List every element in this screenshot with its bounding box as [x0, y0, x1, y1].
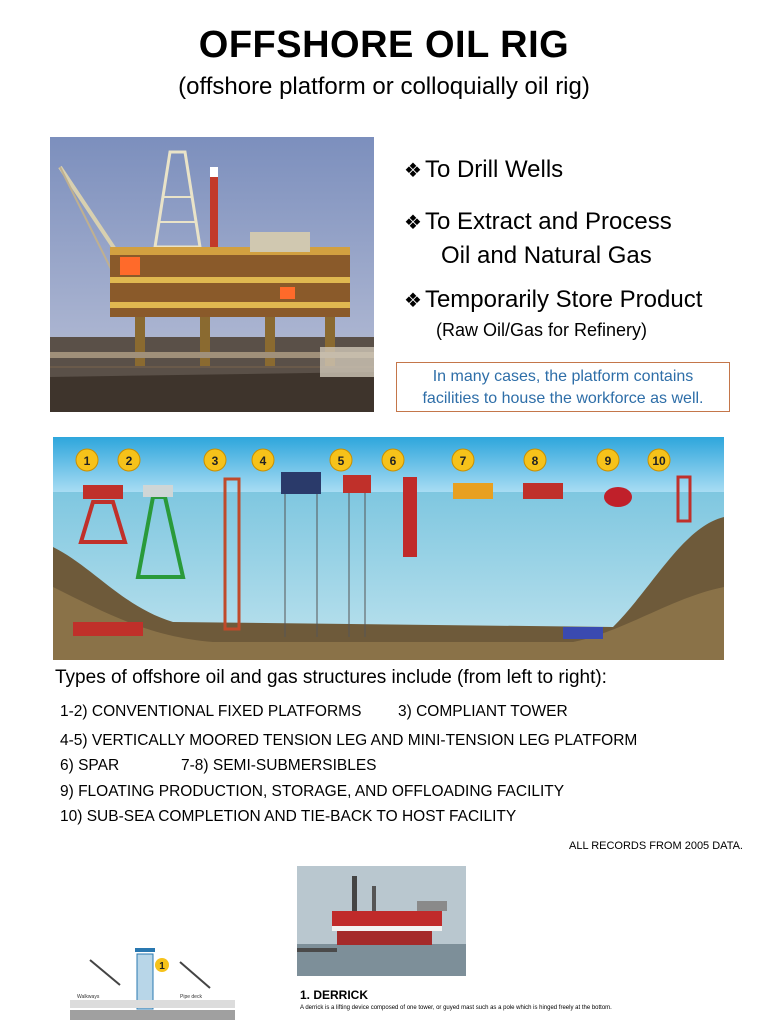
type-line-tension-leg: 4-5) VERTICALLY MOORED TENSION LEG AND MINI-TENSION LEG PLATFORM — [60, 732, 638, 749]
pipe-deck-label: Pipe deck — [180, 994, 202, 1000]
oil-platform-photo — [50, 137, 374, 412]
purpose-extract-process-cont: Oil and Natural Gas — [441, 242, 652, 269]
diagram-marker-6: 6 — [389, 454, 397, 468]
type-line-compliant: 3) COMPLIANT TOWER — [398, 703, 568, 720]
types-intro: Types of offshore oil and gas structures include (from left to right): — [55, 667, 607, 688]
type-line-fixed: 1-2) CONVENTIONAL FIXED PLATFORMS — [60, 703, 362, 720]
diagram-marker-4: 4 — [259, 454, 267, 468]
diamond-bullet-icon: ❖ — [404, 290, 422, 312]
workforce-callout: In many cases, the platform contains facilities to house the workforce as well. — [396, 362, 730, 412]
derrick-heading: 1. DERRICK — [300, 988, 369, 1002]
derrick-description: A derrick is a lifting device composed of one tower, or guyed mast such as a pole which is hinged freely at the bottom. — [300, 1005, 612, 1011]
page-subtitle: (offshore platform or colloquially oil rig) — [178, 73, 590, 100]
purpose-store-product: ❖ Temporarily Store Product — [404, 286, 703, 313]
derrick-marker: 1 — [159, 961, 165, 972]
diagram-marker-3: 3 — [211, 454, 219, 468]
diagram-marker-1: 1 — [83, 454, 91, 468]
purpose-extract-process: ❖ To Extract and Process — [404, 208, 672, 235]
diagram-marker-5: 5 — [337, 454, 345, 468]
walkways-label: Walkways — [77, 994, 100, 1000]
type-line-spar: 6) SPAR — [60, 757, 120, 774]
derrick-diagram — [65, 940, 240, 1024]
offshore-structures-diagram — [53, 437, 724, 660]
page-title: OFFSHORE OIL RIG — [198, 24, 570, 66]
diagram-marker-7: 7 — [459, 454, 467, 468]
type-line-fpso: 9) FLOATING PRODUCTION, STORAGE, AND OFFLOADING FACILITY — [60, 783, 565, 800]
records-note: ALL RECORDS FROM 2005 DATA. — [568, 840, 743, 852]
purpose-drill-wells: ❖ To Drill Wells — [404, 156, 564, 183]
diagram-marker-10: 10 — [652, 454, 666, 468]
type-line-subsea: 10) SUB-SEA COMPLETION AND TIE-BACK TO HOST FACILITY — [60, 808, 517, 825]
diagram-marker-8: 8 — [531, 454, 539, 468]
purpose-store-note: (Raw Oil/Gas for Refinery) — [436, 320, 648, 340]
diamond-bullet-icon: ❖ — [404, 212, 422, 234]
semi-submersible-photo — [297, 866, 466, 976]
type-line-semi: 7-8) SEMI-SUBMERSIBLES — [181, 757, 377, 774]
diamond-bullet-icon: ❖ — [404, 160, 422, 182]
diagram-marker-9: 9 — [604, 454, 612, 468]
diagram-marker-2: 2 — [125, 454, 133, 468]
